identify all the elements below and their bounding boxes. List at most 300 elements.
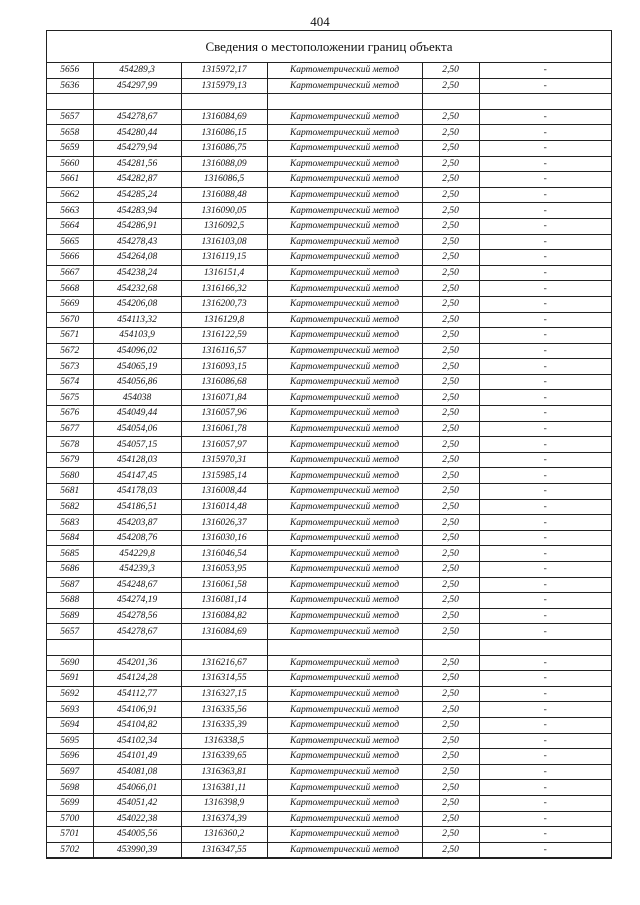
y-coordinate-cell: 1315979,13 bbox=[181, 78, 267, 94]
description-cell: - bbox=[479, 608, 611, 624]
x-coordinate-cell: 454206,08 bbox=[93, 296, 181, 312]
method-cell: Картометрический метод bbox=[267, 406, 422, 422]
y-coordinate-cell: 1316084,82 bbox=[181, 608, 267, 624]
x-coordinate-cell: 454264,08 bbox=[93, 250, 181, 266]
x-coordinate-cell: 454005,56 bbox=[93, 827, 181, 843]
y-coordinate-cell: 1316086,75 bbox=[181, 140, 267, 156]
method-cell: Картометрический метод bbox=[267, 671, 422, 687]
x-coordinate-cell: 454238,24 bbox=[93, 265, 181, 281]
table-row bbox=[47, 733, 611, 749]
accuracy-cell: 2,50 bbox=[422, 686, 479, 702]
y-coordinate-cell: 1316061,58 bbox=[181, 577, 267, 593]
x-coordinate-cell: 454051,42 bbox=[93, 795, 181, 811]
description-cell: - bbox=[479, 577, 611, 593]
description-cell: - bbox=[479, 780, 611, 796]
method-cell: Картометрический метод bbox=[267, 140, 422, 156]
method-cell: Картометрический метод bbox=[267, 764, 422, 780]
x-coordinate-cell: 454049,44 bbox=[93, 406, 181, 422]
description-cell: - bbox=[479, 811, 611, 827]
table-row bbox=[47, 608, 611, 624]
y-coordinate-cell: 1316057,96 bbox=[181, 406, 267, 422]
page-number: 404 bbox=[310, 14, 330, 29]
accuracy-cell: 2,50 bbox=[422, 312, 479, 328]
point-number-cell: 5658 bbox=[47, 125, 93, 141]
point-number-cell: 5694 bbox=[47, 717, 93, 733]
method-cell: Картометрический метод bbox=[267, 780, 422, 796]
method-cell: Картометрический метод bbox=[267, 484, 422, 500]
point-number-cell: 5673 bbox=[47, 359, 93, 375]
y-coordinate-cell: 1316200,73 bbox=[181, 296, 267, 312]
point-number-cell: 5693 bbox=[47, 702, 93, 718]
x-coordinate-cell: 454232,68 bbox=[93, 281, 181, 297]
accuracy-cell: 2,50 bbox=[422, 265, 479, 281]
accuracy-cell: 2,50 bbox=[422, 562, 479, 578]
point-number-cell: 5678 bbox=[47, 437, 93, 453]
method-cell: Картометрический метод bbox=[267, 296, 422, 312]
y-coordinate-cell: 1315985,14 bbox=[181, 468, 267, 484]
accuracy-cell: 2,50 bbox=[422, 187, 479, 203]
point-number-cell: 5660 bbox=[47, 156, 93, 172]
x-coordinate-cell: 454283,94 bbox=[93, 203, 181, 219]
x-coordinate-cell: 454289,3 bbox=[93, 63, 181, 78]
point-number-cell: 5667 bbox=[47, 265, 93, 281]
x-coordinate-cell: 454248,67 bbox=[93, 577, 181, 593]
x-coordinate-cell: 454280,44 bbox=[93, 125, 181, 141]
table-row bbox=[47, 187, 611, 203]
y-coordinate-cell: 1316030,16 bbox=[181, 530, 267, 546]
y-coordinate-cell: 1316339,65 bbox=[181, 749, 267, 765]
table-row bbox=[47, 530, 611, 546]
point-number-cell: 5691 bbox=[47, 671, 93, 687]
description-cell: - bbox=[479, 218, 611, 234]
empty-cell bbox=[479, 94, 611, 110]
table-row bbox=[47, 390, 611, 406]
description-cell: - bbox=[479, 624, 611, 640]
table-row bbox=[47, 437, 611, 453]
point-number-cell: 5695 bbox=[47, 733, 93, 749]
accuracy-cell: 2,50 bbox=[422, 468, 479, 484]
method-cell: Картометрический метод bbox=[267, 515, 422, 531]
description-cell: - bbox=[479, 795, 611, 811]
x-coordinate-cell: 454124,28 bbox=[93, 671, 181, 687]
x-coordinate-cell: 454056,86 bbox=[93, 374, 181, 390]
accuracy-cell: 2,50 bbox=[422, 125, 479, 141]
y-coordinate-cell: 1316057,97 bbox=[181, 437, 267, 453]
y-coordinate-cell: 1316081,14 bbox=[181, 593, 267, 609]
accuracy-cell: 2,50 bbox=[422, 452, 479, 468]
table-row bbox=[47, 281, 611, 297]
accuracy-cell: 2,50 bbox=[422, 780, 479, 796]
method-cell: Картометрический метод bbox=[267, 125, 422, 141]
point-number-cell: 5657 bbox=[47, 109, 93, 125]
y-coordinate-cell: 1316053,95 bbox=[181, 562, 267, 578]
y-coordinate-cell: 1316086,5 bbox=[181, 172, 267, 188]
x-coordinate-cell: 454278,43 bbox=[93, 234, 181, 250]
method-cell: Картометрический метод bbox=[267, 172, 422, 188]
description-cell: - bbox=[479, 265, 611, 281]
y-coordinate-cell: 1315972,17 bbox=[181, 63, 267, 78]
group-separator-row bbox=[47, 94, 611, 110]
y-coordinate-cell: 1316090,05 bbox=[181, 203, 267, 219]
accuracy-cell: 2,50 bbox=[422, 218, 479, 234]
description-cell: - bbox=[479, 686, 611, 702]
x-coordinate-cell: 454106,91 bbox=[93, 702, 181, 718]
x-coordinate-cell: 454203,87 bbox=[93, 515, 181, 531]
x-coordinate-cell: 454057,15 bbox=[93, 437, 181, 453]
table-row bbox=[47, 421, 611, 437]
accuracy-cell: 2,50 bbox=[422, 296, 479, 312]
x-coordinate-cell: 454239,3 bbox=[93, 562, 181, 578]
description-cell: - bbox=[479, 842, 611, 858]
y-coordinate-cell: 1316086,68 bbox=[181, 374, 267, 390]
method-cell: Картометрический метод bbox=[267, 686, 422, 702]
y-coordinate-cell: 1316398,9 bbox=[181, 795, 267, 811]
description-cell: - bbox=[479, 359, 611, 375]
method-cell: Картометрический метод bbox=[267, 562, 422, 578]
x-coordinate-cell: 454038 bbox=[93, 390, 181, 406]
point-number-cell: 5668 bbox=[47, 281, 93, 297]
y-coordinate-cell: 1316084,69 bbox=[181, 109, 267, 125]
x-coordinate-cell: 454112,77 bbox=[93, 686, 181, 702]
point-number-cell: 5669 bbox=[47, 296, 93, 312]
description-cell: - bbox=[479, 421, 611, 437]
description-cell: - bbox=[479, 63, 611, 78]
y-coordinate-cell: 1316327,15 bbox=[181, 686, 267, 702]
point-number-cell: 5659 bbox=[47, 140, 93, 156]
table-row bbox=[47, 452, 611, 468]
point-number-cell: 5700 bbox=[47, 811, 93, 827]
point-number-cell: 5670 bbox=[47, 312, 93, 328]
method-cell: Картометрический метод bbox=[267, 717, 422, 733]
method-cell: Картометрический метод bbox=[267, 468, 422, 484]
description-cell: - bbox=[479, 312, 611, 328]
method-cell: Картометрический метод bbox=[267, 452, 422, 468]
method-cell: Картометрический метод bbox=[267, 437, 422, 453]
y-coordinate-cell: 1316014,48 bbox=[181, 499, 267, 515]
point-number-cell: 5684 bbox=[47, 530, 93, 546]
y-coordinate-cell: 1316116,57 bbox=[181, 343, 267, 359]
accuracy-cell: 2,50 bbox=[422, 499, 479, 515]
description-cell: - bbox=[479, 702, 611, 718]
description-cell: - bbox=[479, 671, 611, 687]
x-coordinate-cell: 454147,45 bbox=[93, 468, 181, 484]
y-coordinate-cell: 1316216,67 bbox=[181, 655, 267, 671]
x-coordinate-cell: 454128,03 bbox=[93, 452, 181, 468]
y-coordinate-cell: 1316086,15 bbox=[181, 125, 267, 141]
table-row bbox=[47, 593, 611, 609]
accuracy-cell: 2,50 bbox=[422, 608, 479, 624]
accuracy-cell: 2,50 bbox=[422, 733, 479, 749]
method-cell: Картометрический метод bbox=[267, 343, 422, 359]
method-cell: Картометрический метод bbox=[267, 827, 422, 843]
accuracy-cell: 2,50 bbox=[422, 390, 479, 406]
table-row bbox=[47, 515, 611, 531]
table-row bbox=[47, 250, 611, 266]
x-coordinate-cell: 454278,56 bbox=[93, 608, 181, 624]
y-coordinate-cell: 1316046,54 bbox=[181, 546, 267, 562]
description-cell: - bbox=[479, 343, 611, 359]
method-cell: Картометрический метод bbox=[267, 608, 422, 624]
empty-cell bbox=[267, 639, 422, 655]
accuracy-cell: 2,50 bbox=[422, 827, 479, 843]
description-cell: - bbox=[479, 125, 611, 141]
accuracy-cell: 2,50 bbox=[422, 842, 479, 858]
method-cell: Картометрический метод bbox=[267, 374, 422, 390]
x-coordinate-cell: 454186,51 bbox=[93, 499, 181, 515]
table-row bbox=[47, 218, 611, 234]
description-cell: - bbox=[479, 827, 611, 843]
y-coordinate-cell: 1316122,59 bbox=[181, 328, 267, 344]
y-coordinate-cell: 1316008,44 bbox=[181, 484, 267, 500]
description-cell: - bbox=[479, 437, 611, 453]
point-number-cell: 5676 bbox=[47, 406, 93, 422]
point-number-cell: 5686 bbox=[47, 562, 93, 578]
accuracy-cell: 2,50 bbox=[422, 530, 479, 546]
description-cell: - bbox=[479, 733, 611, 749]
point-number-cell: 5701 bbox=[47, 827, 93, 843]
x-coordinate-cell: 453990,39 bbox=[93, 842, 181, 858]
x-coordinate-cell: 454054,06 bbox=[93, 421, 181, 437]
method-cell: Картометрический метод bbox=[267, 78, 422, 94]
method-cell: Картометрический метод bbox=[267, 842, 422, 858]
method-cell: Картометрический метод bbox=[267, 733, 422, 749]
method-cell: Картометрический метод bbox=[267, 702, 422, 718]
y-coordinate-cell: 1316071,84 bbox=[181, 390, 267, 406]
table-row bbox=[47, 156, 611, 172]
table-row bbox=[47, 624, 611, 640]
accuracy-cell: 2,50 bbox=[422, 811, 479, 827]
table-caption: Сведения о местоположении границ объекта bbox=[47, 31, 611, 63]
table-row bbox=[47, 655, 611, 671]
point-number-cell: 5698 bbox=[47, 780, 93, 796]
y-coordinate-cell: 1316151,4 bbox=[181, 265, 267, 281]
accuracy-cell: 2,50 bbox=[422, 655, 479, 671]
table-row bbox=[47, 140, 611, 156]
method-cell: Картометрический метод bbox=[267, 390, 422, 406]
y-coordinate-cell: 1316347,55 bbox=[181, 842, 267, 858]
empty-cell bbox=[93, 94, 181, 110]
method-cell: Картометрический метод bbox=[267, 499, 422, 515]
table-row bbox=[47, 234, 611, 250]
table-row bbox=[47, 109, 611, 125]
point-number-cell: 5671 bbox=[47, 328, 93, 344]
accuracy-cell: 2,50 bbox=[422, 109, 479, 125]
y-coordinate-cell: 1316093,15 bbox=[181, 359, 267, 375]
accuracy-cell: 2,50 bbox=[422, 234, 479, 250]
x-coordinate-cell: 454101,49 bbox=[93, 749, 181, 765]
empty-cell bbox=[47, 639, 93, 655]
accuracy-cell: 2,50 bbox=[422, 702, 479, 718]
y-coordinate-cell: 1316061,78 bbox=[181, 421, 267, 437]
point-number-cell: 5672 bbox=[47, 343, 93, 359]
table-row bbox=[47, 577, 611, 593]
description-cell: - bbox=[479, 109, 611, 125]
table-row bbox=[47, 328, 611, 344]
table-row bbox=[47, 484, 611, 500]
description-cell: - bbox=[479, 187, 611, 203]
table-row bbox=[47, 343, 611, 359]
method-cell: Картометрический метод bbox=[267, 749, 422, 765]
description-cell: - bbox=[479, 172, 611, 188]
point-number-cell: 5665 bbox=[47, 234, 93, 250]
table-row bbox=[47, 468, 611, 484]
x-coordinate-cell: 454281,56 bbox=[93, 156, 181, 172]
y-coordinate-cell: 1316335,39 bbox=[181, 717, 267, 733]
accuracy-cell: 2,50 bbox=[422, 156, 479, 172]
accuracy-cell: 2,50 bbox=[422, 764, 479, 780]
point-number-cell: 5666 bbox=[47, 250, 93, 266]
point-number-cell: 5636 bbox=[47, 78, 93, 94]
method-cell: Картометрический метод bbox=[267, 250, 422, 266]
y-coordinate-cell: 1316088,48 bbox=[181, 187, 267, 203]
method-cell: Картометрический метод bbox=[267, 265, 422, 281]
y-coordinate-cell: 1316381,11 bbox=[181, 780, 267, 796]
accuracy-cell: 2,50 bbox=[422, 546, 479, 562]
table-row bbox=[47, 749, 611, 765]
accuracy-cell: 2,50 bbox=[422, 203, 479, 219]
y-coordinate-cell: 1315970,31 bbox=[181, 452, 267, 468]
table-row bbox=[47, 359, 611, 375]
point-number-cell: 5681 bbox=[47, 484, 93, 500]
description-cell: - bbox=[479, 764, 611, 780]
description-cell: - bbox=[479, 655, 611, 671]
x-coordinate-cell: 454081,08 bbox=[93, 764, 181, 780]
empty-cell bbox=[93, 639, 181, 655]
description-cell: - bbox=[479, 546, 611, 562]
description-cell: - bbox=[479, 250, 611, 266]
y-coordinate-cell: 1316360,2 bbox=[181, 827, 267, 843]
method-cell: Картометрический метод bbox=[267, 624, 422, 640]
x-coordinate-cell: 454274,19 bbox=[93, 593, 181, 609]
y-coordinate-cell: 1316092,5 bbox=[181, 218, 267, 234]
x-coordinate-cell: 454104,82 bbox=[93, 717, 181, 733]
table-row bbox=[47, 795, 611, 811]
point-number-cell: 5702 bbox=[47, 842, 93, 858]
method-cell: Картометрический метод bbox=[267, 109, 422, 125]
x-coordinate-cell: 454278,67 bbox=[93, 624, 181, 640]
point-number-cell: 5675 bbox=[47, 390, 93, 406]
table-row bbox=[47, 562, 611, 578]
description-cell: - bbox=[479, 390, 611, 406]
accuracy-cell: 2,50 bbox=[422, 281, 479, 297]
method-cell: Картометрический метод bbox=[267, 577, 422, 593]
group-separator-row bbox=[47, 639, 611, 655]
x-coordinate-cell: 454278,67 bbox=[93, 109, 181, 125]
method-cell: Картометрический метод bbox=[267, 281, 422, 297]
y-coordinate-cell: 1316338,5 bbox=[181, 733, 267, 749]
y-coordinate-cell: 1316119,15 bbox=[181, 250, 267, 266]
method-cell: Картометрический метод bbox=[267, 795, 422, 811]
point-number-cell: 5690 bbox=[47, 655, 93, 671]
accuracy-cell: 2,50 bbox=[422, 421, 479, 437]
table-row bbox=[47, 312, 611, 328]
accuracy-cell: 2,50 bbox=[422, 671, 479, 687]
method-cell: Картометрический метод bbox=[267, 546, 422, 562]
x-coordinate-cell: 454066,01 bbox=[93, 780, 181, 796]
point-number-cell: 5685 bbox=[47, 546, 93, 562]
description-cell: - bbox=[479, 499, 611, 515]
point-number-cell: 5687 bbox=[47, 577, 93, 593]
boundary-table-sheet bbox=[46, 30, 612, 859]
accuracy-cell: 2,50 bbox=[422, 795, 479, 811]
y-coordinate-cell: 1316103,08 bbox=[181, 234, 267, 250]
x-coordinate-cell: 454022,38 bbox=[93, 811, 181, 827]
accuracy-cell: 2,50 bbox=[422, 374, 479, 390]
x-coordinate-cell: 454103,9 bbox=[93, 328, 181, 344]
point-number-cell: 5661 bbox=[47, 172, 93, 188]
empty-cell bbox=[479, 639, 611, 655]
accuracy-cell: 2,50 bbox=[422, 343, 479, 359]
table-row bbox=[47, 827, 611, 843]
accuracy-cell: 2,50 bbox=[422, 359, 479, 375]
empty-cell bbox=[181, 94, 267, 110]
table-row bbox=[47, 717, 611, 733]
table-row bbox=[47, 125, 611, 141]
x-coordinate-cell: 454282,87 bbox=[93, 172, 181, 188]
accuracy-cell: 2,50 bbox=[422, 749, 479, 765]
accuracy-cell: 2,50 bbox=[422, 717, 479, 733]
method-cell: Картометрический метод bbox=[267, 811, 422, 827]
description-cell: - bbox=[479, 484, 611, 500]
x-coordinate-cell: 454113,32 bbox=[93, 312, 181, 328]
point-number-cell: 5656 bbox=[47, 63, 93, 78]
y-coordinate-cell: 1316088,09 bbox=[181, 156, 267, 172]
coordinates-table bbox=[47, 63, 611, 858]
x-coordinate-cell: 454279,94 bbox=[93, 140, 181, 156]
empty-cell bbox=[267, 94, 422, 110]
point-number-cell: 5679 bbox=[47, 452, 93, 468]
description-cell: - bbox=[479, 468, 611, 484]
table-row bbox=[47, 296, 611, 312]
point-number-cell: 5683 bbox=[47, 515, 93, 531]
table-row bbox=[47, 265, 611, 281]
point-number-cell: 5663 bbox=[47, 203, 93, 219]
accuracy-cell: 2,50 bbox=[422, 328, 479, 344]
table-row bbox=[47, 172, 611, 188]
y-coordinate-cell: 1316374,39 bbox=[181, 811, 267, 827]
method-cell: Картометрический метод bbox=[267, 359, 422, 375]
x-coordinate-cell: 454285,24 bbox=[93, 187, 181, 203]
point-number-cell: 5696 bbox=[47, 749, 93, 765]
method-cell: Картометрический метод bbox=[267, 187, 422, 203]
empty-cell bbox=[47, 94, 93, 110]
table-row bbox=[47, 671, 611, 687]
method-cell: Картометрический метод bbox=[267, 593, 422, 609]
y-coordinate-cell: 1316166,32 bbox=[181, 281, 267, 297]
description-cell: - bbox=[479, 234, 611, 250]
empty-cell bbox=[422, 94, 479, 110]
point-number-cell: 5662 bbox=[47, 187, 93, 203]
description-cell: - bbox=[479, 281, 611, 297]
description-cell: - bbox=[479, 406, 611, 422]
x-coordinate-cell: 454229,8 bbox=[93, 546, 181, 562]
y-coordinate-cell: 1316335,56 bbox=[181, 702, 267, 718]
point-number-cell: 5697 bbox=[47, 764, 93, 780]
table-row bbox=[47, 764, 611, 780]
method-cell: Картометрический метод bbox=[267, 156, 422, 172]
point-number-cell: 5680 bbox=[47, 468, 93, 484]
point-number-cell: 5674 bbox=[47, 374, 93, 390]
description-cell: - bbox=[479, 452, 611, 468]
x-coordinate-cell: 454096,02 bbox=[93, 343, 181, 359]
y-coordinate-cell: 1316084,69 bbox=[181, 624, 267, 640]
x-coordinate-cell: 454297,99 bbox=[93, 78, 181, 94]
method-cell: Картометрический метод bbox=[267, 218, 422, 234]
description-cell: - bbox=[479, 749, 611, 765]
description-cell: - bbox=[479, 140, 611, 156]
y-coordinate-cell: 1316314,55 bbox=[181, 671, 267, 687]
point-number-cell: 5689 bbox=[47, 608, 93, 624]
